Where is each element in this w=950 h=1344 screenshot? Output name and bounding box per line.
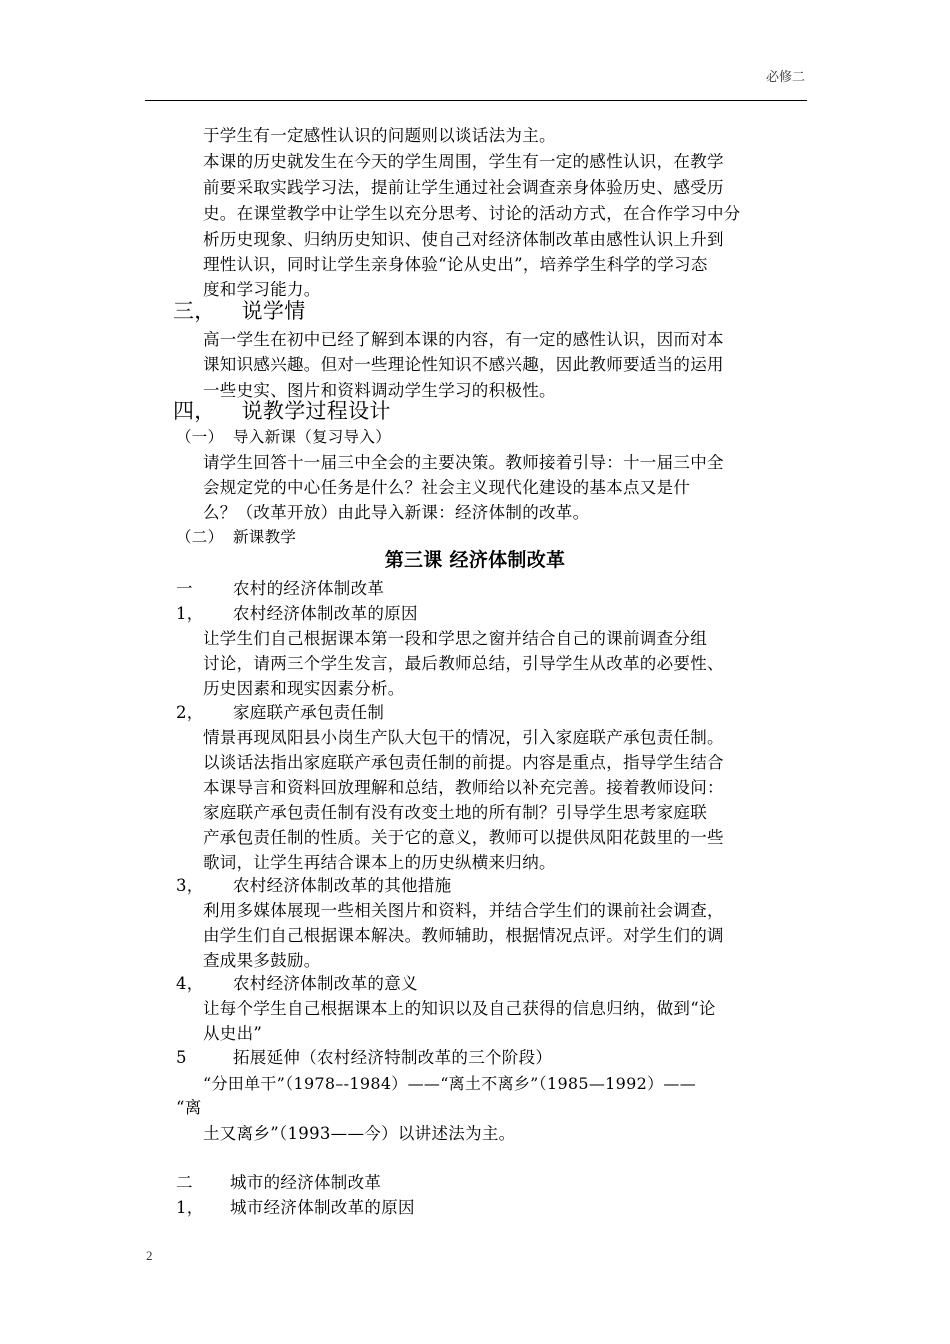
subsection-heading <box>176 428 392 446</box>
item-title: 拓展延伸（农村经济特制改革的三个阶段） <box>233 1048 553 1067</box>
item-number: 4， <box>176 974 204 993</box>
part-number: 二 <box>176 1173 193 1192</box>
item-heading <box>176 703 385 722</box>
item-number: 2， <box>176 703 204 722</box>
paragraph-line: 由学生们自己根据课本解决。教师辅助，根据情况点评。对学生们的调 <box>203 926 724 945</box>
paragraph-line: 情景再现凤阳县小岗生产队大包干的情况，引入家庭联产承包责任制。 <box>203 728 724 747</box>
header-label: 必修二 <box>765 69 805 84</box>
paragraph-line: 史。在课堂教学中让学生以充分思考、讨论的活动方式，在合作学习中分 <box>203 204 741 223</box>
section-title: 说学情 <box>241 299 306 323</box>
paragraph-line: 析历史现象、归纳历史知识、使自己对经济体制改革由感性认识上升到 <box>203 230 724 249</box>
subsection-heading <box>176 528 297 546</box>
paragraph-line: 歌词，让学生再结合课本上的历史纵横来归纳。 <box>203 853 556 872</box>
paragraph-line: 查成果多鼓励。 <box>203 951 321 970</box>
page-header <box>145 62 807 101</box>
paragraph-line: 土又离乡”（1993——今）以讲述法为主。 <box>203 1124 516 1143</box>
item-title: 农村经济体制改革的原因 <box>233 604 418 623</box>
item-heading <box>176 876 452 895</box>
subsection-title: 导入新课（复习导入） <box>233 428 392 446</box>
item-heading <box>176 604 418 623</box>
paragraph-line: 以谈话法指出家庭联产承包责任制的前提。内容是重点，指导学生结合 <box>203 753 724 772</box>
paragraph-line: 从史出” <box>203 1024 263 1043</box>
item-number: 5 <box>176 1048 187 1067</box>
paragraph-line: “离 <box>176 1098 202 1117</box>
part-title: 农村的经济体制改革 <box>233 579 385 598</box>
paragraph-line: 理性认识，同时让学生亲身体验“论从史出”，培养学生科学的学习态 <box>203 255 708 274</box>
item-title: 农村经济体制改革的意义 <box>233 974 418 993</box>
subsection-number: （一） <box>176 428 224 446</box>
paragraph-line: 本课的历史就发生在今天的学生周围，学生有一定的感性认识，在教学 <box>203 152 724 171</box>
section-heading <box>173 301 306 322</box>
paragraph-line: 高一学生在初中已经了解到本课的内容，有一定的感性认识，因而对本 <box>203 330 724 349</box>
paragraph-line: 请学生回答十一届三中全会的主要决策。教师接着引导：十一届三中全 <box>203 453 724 472</box>
paragraph-line: 一些史实、图片和资料调动学生学习的积极性。 <box>203 381 556 400</box>
paragraph-line: 么？（改革开放）由此导入新课：经济体制的改革。 <box>203 503 590 522</box>
section-title: 说教学过程设计 <box>241 399 391 423</box>
item-title: 农村经济体制改革的其他措施 <box>233 876 452 895</box>
part-heading <box>176 1173 382 1192</box>
section-number: 四， <box>173 399 216 423</box>
paragraph-line: 课知识感兴趣。但对一些理论性知识不感兴趣，因此教师要适当的运用 <box>203 355 724 374</box>
paragraph-line: 历史因素和现实因素分析。 <box>203 679 405 698</box>
item-title: 家庭联产承包责任制 <box>233 703 385 722</box>
paragraph-line: 家庭联产承包责任制有没有改变土地的所有制？引导学生思考家庭联 <box>203 803 707 822</box>
paragraph-line: 讨论，请两三个学生发言，最后教师总结，引导学生从改革的必要性、 <box>203 654 724 673</box>
paragraph-line: 前要采取实践学习法，提前让学生通过社会调查亲身体验历史、感受历 <box>203 178 724 197</box>
paragraph-line: 产承包责任制的性质。关于它的意义，教师可以提供凤阳花鼓里的一些 <box>203 828 724 847</box>
item-title: 城市经济体制改革的原因 <box>230 1198 415 1217</box>
paragraph-line: 本课导言和资料回放理解和总结，教师给以补充完善。接着教师设问： <box>203 778 724 797</box>
subsection-number: （二） <box>176 528 224 546</box>
paragraph-line: 度和学习能力。 <box>203 280 321 299</box>
part-title: 城市的经济体制改革 <box>230 1173 382 1192</box>
item-number: 1， <box>176 1198 204 1217</box>
item-heading <box>176 1048 553 1067</box>
page-number: 2 <box>146 1248 153 1263</box>
subsection-title: 新课教学 <box>233 528 297 546</box>
paragraph-line: 让每个学生自己根据课本上的知识以及自己获得的信息归纳，做到“论 <box>203 999 716 1018</box>
paragraph-line: “分田单干”（1978–-1984）——“离土不离乡”（1985—1992）—— <box>203 1074 696 1093</box>
part-heading <box>176 579 385 598</box>
section-heading <box>173 401 391 422</box>
paragraph-line: 于学生有一定感性认识的问题则以谈话法为主。 <box>203 126 556 145</box>
item-heading <box>176 974 418 993</box>
item-number: 3， <box>176 876 204 895</box>
paragraph-line: 会规定党的中心任务是什么？社会主义现代化建设的基本点又是什 <box>203 478 691 497</box>
item-number: 1， <box>176 604 204 623</box>
part-number: 一 <box>176 579 193 598</box>
paragraph-line: 利用多媒体展现一些相关图片和资料，并结合学生们的课前社会调查， <box>203 901 724 920</box>
section-number: 三， <box>173 299 216 323</box>
item-heading <box>176 1198 415 1217</box>
lesson-title: 第三课 经济体制改革 <box>384 549 566 571</box>
paragraph-line: 让学生们自己根据课本第一段和学思之窗并结合自己的课前调查分组 <box>203 629 707 648</box>
